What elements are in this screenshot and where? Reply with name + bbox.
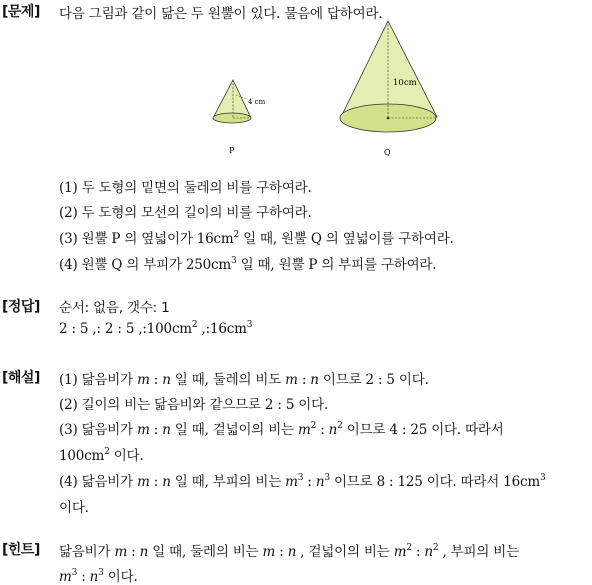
small-cone-p xyxy=(213,80,266,155)
small-cone-dimension: 4 cm xyxy=(248,98,266,106)
large-cone-q xyxy=(340,21,437,157)
question-4: (4) 원뿔 Q 의 부피가 $250cm^3$ 일 때, 원뿔 P 의 부피를 구하여라. xyxy=(59,256,437,273)
explanation-tag: [해설] xyxy=(2,370,40,386)
answer-tag: [정답] xyxy=(2,299,40,315)
explanation-line-2: (2) 길이의 비는 닮음비와 같으므로 2 : 5 이다. xyxy=(59,397,329,413)
explanation-line-6: 이다. xyxy=(59,500,89,516)
question-2: (2) 두 도형의 모선의 길이의 비를 구하여라. xyxy=(59,205,312,221)
large-cone-label: Q xyxy=(384,148,391,157)
small-cone-side xyxy=(213,80,251,118)
large-cone-dimension: 10cm xyxy=(393,78,417,88)
large-cone-side xyxy=(341,21,437,117)
explanation-line-5: (4) 닮음비가 m : n 일 때, 부피의 비는 $m^3$ : $n^3$ 이므로 8 : 125 이다. 따라서 $16cm^3$ xyxy=(59,473,546,490)
hint-line-1: 닮음비가 m : n 일 때, 둘레의 비는 m : n , 겉넓이의 비는 $m^2$ : $n^2$ , 부피의 비는 xyxy=(59,543,519,560)
answer-line-2: 2 : 5 ,: 2 : 5 $,:100cm^2$ $,:16cm^3$ xyxy=(59,320,253,337)
explanation-line-4: $100cm^2$ 이다. xyxy=(59,447,144,464)
hint-tag: [힌트] xyxy=(2,542,40,558)
explanation-line-1: (1) 닮음비가 m : n 일 때, 둘레의 비도 m : n 이므로 2 : 5 이다. xyxy=(59,372,429,388)
hint-line-2: $m^3$ : $n^3$ 이다. xyxy=(59,568,138,585)
problem-intro: 다음 그림과 같이 닮은 두 원뿔이 있다. 물음에 답하여라. xyxy=(59,6,383,22)
cones-figure xyxy=(0,15,592,180)
small-cone-label: P xyxy=(229,146,235,155)
explanation-line-3: (3) 닮음비가 m : n 일 때, 겉넓이의 비는 $m^2$ : $n^2$ 이므로 4 : 25 이다. 따라서 xyxy=(59,421,504,438)
question-1: (1) 두 도형의 밑면의 둘레의 비를 구하여라. xyxy=(59,180,312,196)
question-3: (3) 원뿔 P 의 옆넓이가 $16cm^2$ 일 때, 원뿔 Q 의 옆넓이를 구하여라. xyxy=(59,230,454,247)
problem-tag: [문제] xyxy=(2,4,40,20)
answer-line-1: 순서: 없음, 갯수: 1 xyxy=(59,300,170,316)
